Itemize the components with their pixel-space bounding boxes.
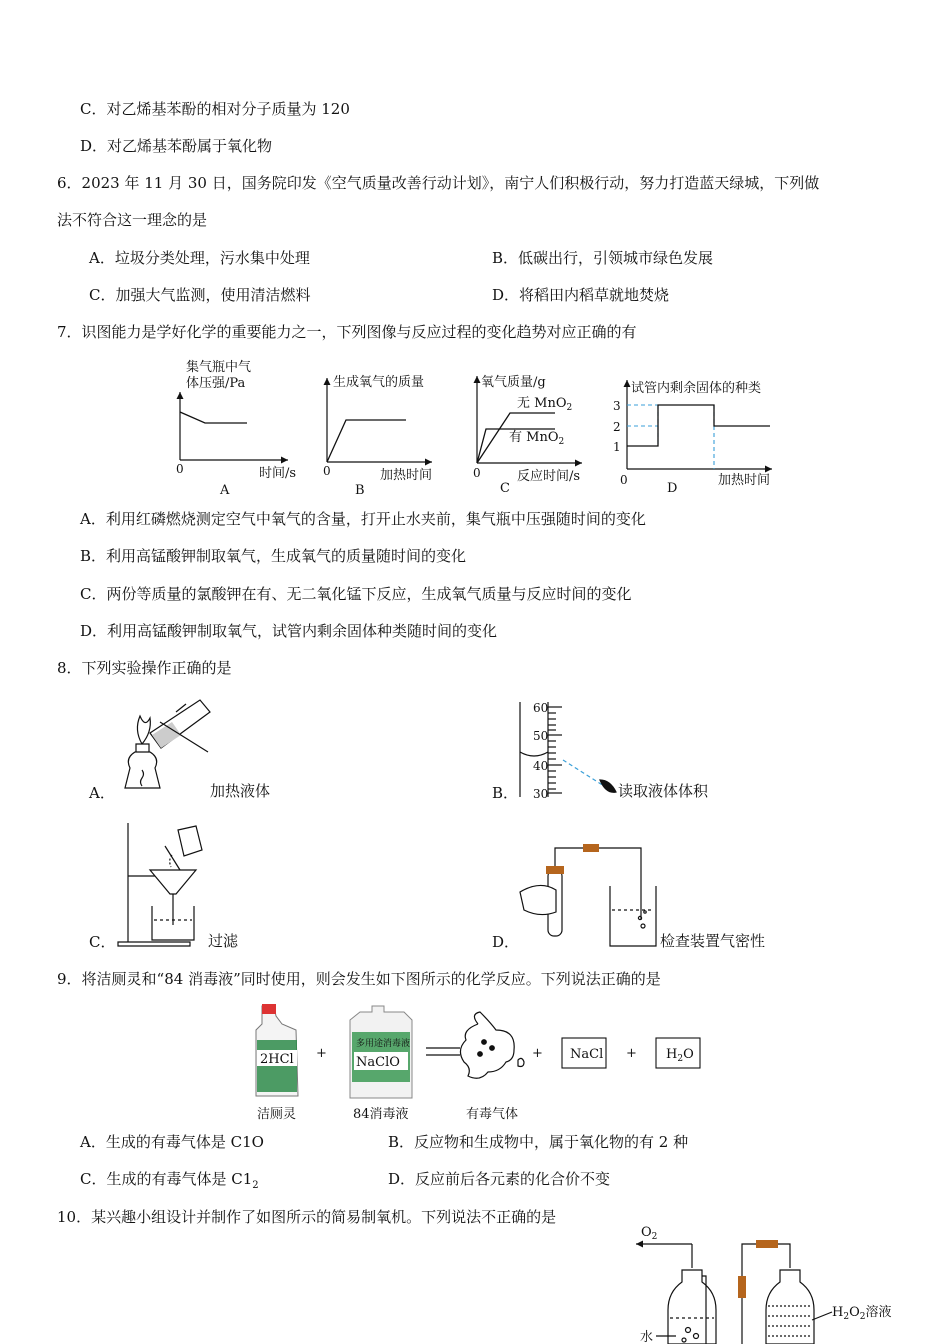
h2o2-label: $H_2O_2$溶液: [832, 1305, 892, 1322]
graph-a-ylabel2: 体压强/Pa: [186, 376, 246, 391]
q5-option-d: D．对乙烯基苯酚属于氧化物: [80, 137, 273, 155]
clamp-side: [738, 1276, 746, 1298]
o2-label: $O_2$: [641, 1225, 658, 1242]
bottle2-caption: 84消毒液: [353, 1107, 409, 1122]
q7-option-a: A．利用红磷燃烧测定空气中氧气的含量，打开止水夹前，集气瓶中压强随时间的变化: [80, 510, 646, 528]
q6-option-d: D．将稻田内稻草就地焚烧: [492, 286, 670, 304]
graph-d-ylabel: 试管内剩余固体的种类: [631, 381, 762, 396]
product-nacl: NaCl: [570, 1047, 604, 1062]
right-bottle: [766, 1270, 814, 1344]
graph-d-tick-3: 3: [613, 399, 621, 413]
graph-b-ylabel: 生成氧气的质量: [333, 375, 425, 390]
cylinder-tick-50: 50: [533, 729, 549, 743]
graph-d-tick-1: 1: [613, 440, 621, 454]
q8-stem: 8．下列实验操作正确的是: [57, 659, 232, 677]
q6-stem-line2: 法不符合这一理念的是: [57, 211, 208, 229]
graph-a-origin: 0: [176, 462, 184, 476]
bottle2-formula: NaClO: [356, 1055, 400, 1070]
graph-c-origin: 0: [473, 466, 481, 480]
q8-option-b-letter: B．: [492, 784, 519, 802]
q9-option-b: B．反应物和生成物中，属于氧化物的有 2 种: [388, 1133, 689, 1151]
bottle1-caption: 洁厕灵: [257, 1107, 297, 1122]
q6-option-c: C．加强大气监测，使用清洁燃料: [89, 286, 311, 304]
gas-caption: 有毒气体: [466, 1107, 519, 1122]
q9-stem: 9．将洁厕灵和“84 消毒液”同时使用，则会发生如下图所示的化学反应。下列说法正确的是: [57, 970, 661, 988]
q8-option-b-label: 读取液体体积: [618, 782, 709, 800]
q9-option-a: A．生成的有毒气体是 C1O: [80, 1133, 264, 1151]
graph-c-ylabel: 氧气质量/g: [481, 375, 546, 390]
cylinder-tick-60: 60: [533, 701, 549, 715]
water-label: 水: [640, 1330, 654, 1344]
q9-option-d: D．反应前后各元素的化合价不变: [388, 1170, 611, 1188]
q7-option-b: B．利用高锰酸钾制取氧气，生成氧气的质量随时间的变化: [80, 547, 467, 565]
q8-option-c-letter: C．: [89, 933, 116, 951]
plus-3: +: [626, 1046, 637, 1061]
q6-option-a: A．垃圾分类处理，污水集中处理: [89, 249, 310, 267]
q7-stem: 7．识图能力是学好化学的重要能力之一，下列图像与反应过程的变化趋势对应正确的有: [57, 323, 637, 341]
product-h2o: $H_2O$: [666, 1047, 694, 1064]
graph-c-label-without: 无 MnO$_2$: [517, 396, 573, 413]
q8-option-d-letter: D．: [492, 933, 520, 951]
graph-d-tick-2: 2: [613, 420, 621, 434]
q6-stem-line1: 6．2023 年 11 月 30 日，国务院印发《空气质量改善行动计划》，南宁人们积极行动，努力打造蓝天绿城，下列做: [57, 174, 820, 192]
q8-option-a-label: 加热液体: [210, 782, 271, 800]
q8-option-a-letter: A．: [89, 784, 115, 802]
graph-b-origin: 0: [323, 464, 331, 478]
graph-b-tag: B: [355, 483, 365, 498]
graph-c-xlabel: 反应时间/s: [517, 469, 581, 484]
q8-option-d-label: 检查装置气密性: [660, 932, 766, 950]
graph-a-tag: A: [220, 483, 230, 498]
cylinder-tick-30: 30: [533, 787, 549, 801]
graph-d-tag: D: [667, 481, 678, 496]
q6-option-b: B．低碳出行，引领城市绿色发展: [492, 249, 714, 267]
q7-option-d: D．利用高锰酸钾制取氧气，试管内剩余固体种类随时间的变化: [80, 622, 498, 640]
bottle1-formula: 2HCl: [260, 1052, 294, 1067]
q8-option-c-label: 过滤: [208, 932, 239, 950]
cylinder-tick-40: 40: [533, 759, 549, 773]
graph-a-ylabel1: 集气瓶中气: [186, 360, 252, 375]
graph-c-label-with: 有 MnO$_2$: [509, 430, 565, 447]
graph-d-xlabel: 加热时间: [718, 473, 771, 488]
graph-c-tag: C: [500, 481, 510, 496]
plus-1: +: [316, 1046, 327, 1061]
bottle2-title: 多用途消毒液: [356, 1039, 411, 1049]
h2o2-leader: [812, 1312, 832, 1320]
q7-option-c: C．两份等质量的氯酸钾在有、无二氧化锰下反应，生成氧气质量与反应时间的变化: [80, 585, 632, 603]
left-bottle: [668, 1270, 716, 1344]
clamp-top: [756, 1240, 778, 1248]
plus-2: +: [532, 1046, 543, 1061]
q10-stem: 10．某兴趣小组设计并制作了如图所示的简易制氧机。下列说法不正确的是: [57, 1208, 557, 1226]
q5-option-c: C．对乙烯基苯酚的相对分子质量为 120: [80, 100, 350, 118]
graph-a-xlabel: 时间/s: [259, 466, 297, 481]
graph-b-xlabel: 加热时间: [380, 468, 433, 483]
graph-d-origin: 0: [620, 473, 628, 487]
q9-option-c: C．生成的有毒气体是 $C1_2$: [80, 1170, 259, 1191]
